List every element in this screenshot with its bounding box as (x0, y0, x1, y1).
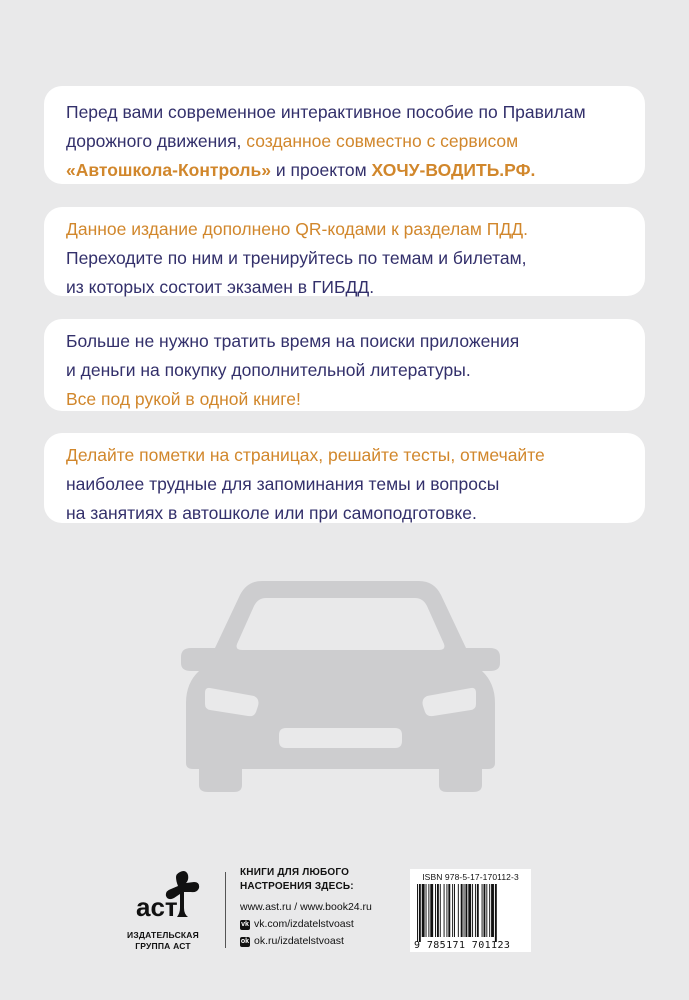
barcode-bar (461, 884, 463, 937)
autoschool-control-name: «Автошкола-Контроль» (66, 160, 272, 180)
ok-icon: ok (240, 937, 250, 945)
barcode-bar (477, 884, 479, 937)
project-name: ХОЧУ-ВОДИТЬ.РФ (371, 160, 531, 180)
noapps-line-1: Больше не нужно тратить время на поиски приложения (66, 331, 520, 351)
barcode-bar (468, 884, 471, 937)
info-card-no-apps (44, 319, 645, 411)
barcode-bar (486, 884, 487, 937)
barcode-bar (454, 884, 455, 937)
noapps-line-3: Все под рукой в одной книге! (66, 389, 301, 409)
isbn-barcode (410, 869, 531, 952)
qr-line-2: Переходите по ним и тренируйтесь по темам и билетам, (66, 248, 527, 268)
barcode-bar (495, 884, 497, 942)
notes-line-2: наиболее трудные для запоминания темы и вопросы (66, 474, 500, 494)
intro-line-3 (66, 156, 623, 185)
barcode-bar (464, 884, 465, 937)
ast-logo-icon (118, 868, 208, 928)
barcode-bar (465, 884, 467, 937)
barcode-bar (440, 884, 441, 937)
barcode-bar (437, 884, 439, 937)
barcode-bar (435, 884, 436, 937)
site-links[interactable]: www.ast.ru / www.book24.ru (240, 901, 372, 913)
barcode-bar (430, 884, 433, 937)
vk-row[interactable] (240, 916, 415, 933)
barcode-bar (484, 884, 486, 937)
intro-line-2a: дорожного движения, (66, 131, 247, 151)
books-heading-line-2: НАСТРОЕНИЯ ЗДЕСЬ: (240, 881, 354, 892)
notes-line-3: на занятиях в автошколе или при самоподготовке. (66, 503, 477, 523)
publisher-caption-line-2: ГРУППА АСТ (135, 941, 191, 951)
barcode-bar (475, 884, 476, 937)
publisher-caption-line-1: ИЗДАТЕЛЬСКАЯ (127, 930, 199, 940)
qr-line-3: из которых состоит экзамен в ГИБДД. (66, 277, 375, 297)
intro-line-3b: и проектом (271, 160, 372, 180)
info-card-qr (44, 207, 645, 296)
books-info (240, 866, 415, 950)
barcode-bar (482, 884, 483, 937)
vk-link[interactable]: vk.com/izdatelstvoast (254, 918, 354, 930)
books-heading-line-1: КНИГИ ДЛЯ ЛЮБОГО (240, 867, 350, 878)
intro-line-1: Перед вами современное интерактивное пособие по Правилам (66, 102, 586, 122)
barcode-bar (472, 884, 473, 937)
intro-line-2 (66, 127, 623, 156)
intro-line-3d: . (530, 160, 536, 180)
ok-row[interactable] (240, 933, 415, 950)
info-card-notes (44, 433, 645, 523)
qr-line-1: Данное издание дополнено QR-кодами к разделам ПДД. (66, 219, 528, 239)
barcode-bar (428, 884, 429, 937)
barcode-bar (446, 884, 447, 937)
barcode-bar (419, 884, 421, 942)
barcode-bar (491, 884, 494, 937)
vk-icon: vk (241, 920, 249, 928)
publisher-logo (118, 868, 208, 952)
barcode-bar (458, 884, 459, 937)
barcode-bar (422, 884, 425, 937)
noapps-line-2: и деньги на покупку дополнительной литературы. (66, 360, 471, 380)
isbn-number: ISBN 978-5-17-170112-3 (422, 872, 519, 882)
footer-divider (225, 872, 226, 948)
barcode-bar (417, 884, 418, 942)
barcode-bar (444, 884, 445, 937)
publisher-caption (118, 930, 208, 952)
notes-line-1: Делайте пометки на страницах, решайте тесты, отмечайте (66, 445, 545, 465)
barcode-icon (414, 884, 527, 942)
barcode-bar (452, 884, 453, 937)
car-icon (178, 578, 503, 794)
barcode-bar (448, 884, 450, 937)
ok-link[interactable]: ok.ru/izdatelstvoast (254, 935, 344, 947)
barcode-bar (489, 884, 490, 937)
barcode-bar (426, 884, 427, 937)
logo-wordmark: аст (136, 892, 178, 922)
info-card-intro (44, 86, 645, 184)
barcode-digits: 9 785171 701123 (414, 940, 511, 951)
intro-line-2b: созданное совместно с сервисом (246, 131, 519, 151)
